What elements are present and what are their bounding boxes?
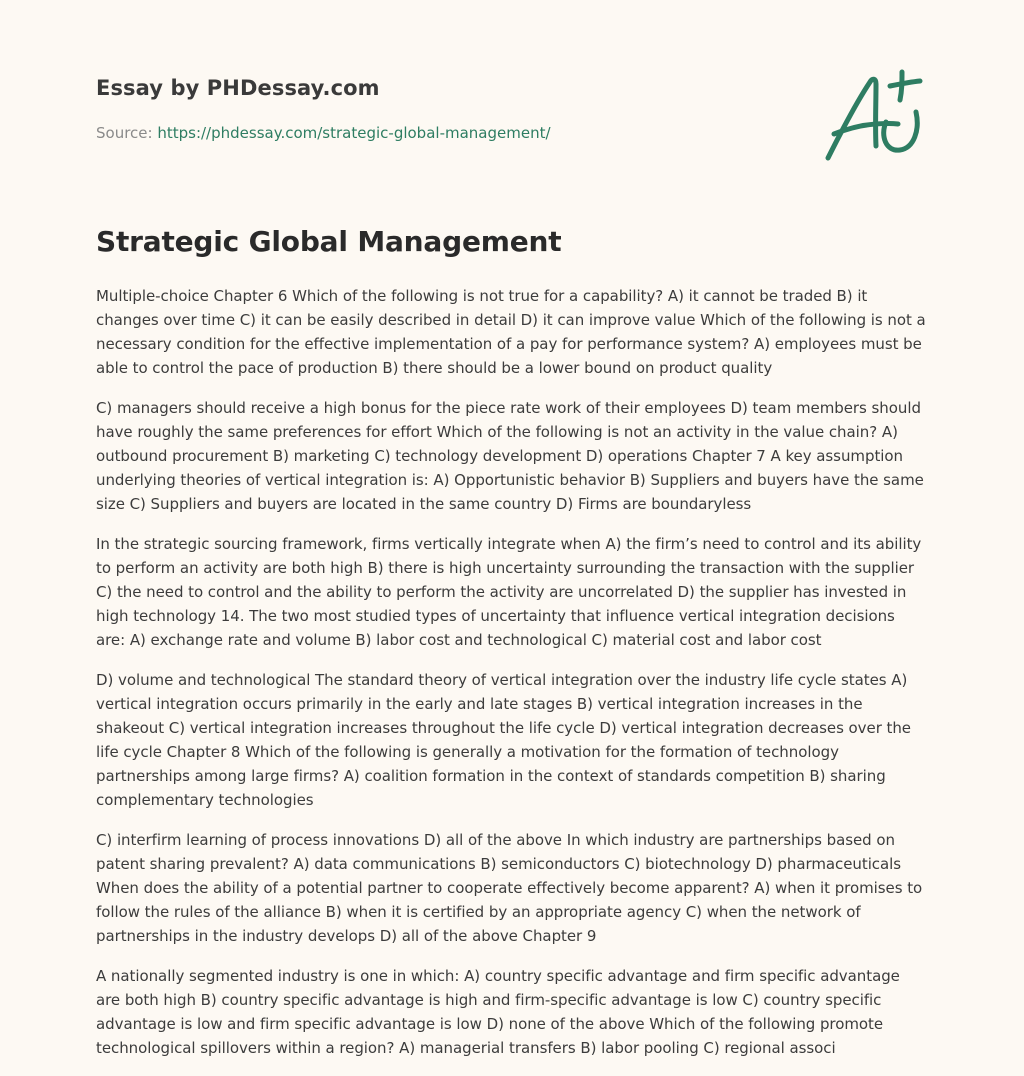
essay-header <box>96 0 928 200</box>
a-plus-grade-icon <box>820 64 930 168</box>
source-link[interactable]: https://phdessay.com/strategic-global-management/ <box>157 124 551 142</box>
essay-paragraph: D) volume and technological The standard theory of vertical integration over the industry life cycle states A) vertical integration occurs primarily in the early and late stages B) vertical integration increases in the shakeout C) vertical integration increases throughout the life cycle D) vertical integration decreases over the life cycle Chapter 8 Which of the following is generally a motivation for the formation of technology partnerships among large firms? A) coalition formation in the context of standards competition B) sharing complementary technologies <box>96 671 911 809</box>
essay-body <box>96 284 928 1076</box>
source-label: Source: <box>96 124 158 142</box>
essay-title: Strategic Global Management <box>96 225 562 258</box>
essay-paragraph: In the strategic sourcing framework, firms vertically integrate when A) the firm’s need to control and its ability to perform an activity are both high B) there is high uncertainty surrounding the transaction with the supplier C) the need to control and the ability to perform the activity are uncorrelated D) the supplier has invested in high technology 14. The two most studied types of uncertainty that influence vertical integration decisions are: A) exchange rate and volume B) labor cost and technological C) material cost and labor cost <box>96 535 922 649</box>
essay-paragraph: A nationally segmented industry is one in which: A) country specific advantage and firm specific advantage are both high B) country specific advantage is high and firm-specific advantage is low C) country specific advantage is low and firm specific advantage is low D) none of the above Which of the following promote technological spillovers within a region? A) managerial transfers B) labor pooling C) regional associ <box>96 967 900 1057</box>
essay-paragraph: C) managers should receive a high bonus for the piece rate work of their employees D) team members should have roughly the same preferences for effort Which of the following is not an activity in the value chain? A) outbound procurement B) marketing C) technology development D) operations Chapter 7 A key assumption underlying theories of vertical integration is: A) Opportunistic behavior B) Suppliers and buyers have the same size C) Suppliers and buyers are located in the same country D) Firms are boundaryless <box>96 399 924 513</box>
source-line <box>96 124 551 142</box>
essay-paragraph: Multiple-choice Chapter 6 Which of the following is not true for a capability? A) it cannot be traded B) it changes over time C) it can be easily described in detail D) it can improve value Which of the following is not a necessary condition for the effective implementation of a pay for performance system? A) employees must be able to control the pace of production B) there should be a lower bound on product quality <box>96 287 926 377</box>
essay-paragraph: C) interfirm learning of process innovations D) all of the above In which industry are partnerships based on patent sharing prevalent? A) data communications B) semiconductors C) biotechnology D) pharmaceuticals When does the ability of a potential partner to cooperate effectively become apparent? A) when it promises to follow the rules of the alliance B) when it is certified by an appropriate agency C) when the network of partnerships in the industry develops D) all of the above Chapter 9 <box>96 831 923 945</box>
site-brand: Essay by PHDessay.com <box>96 76 380 100</box>
